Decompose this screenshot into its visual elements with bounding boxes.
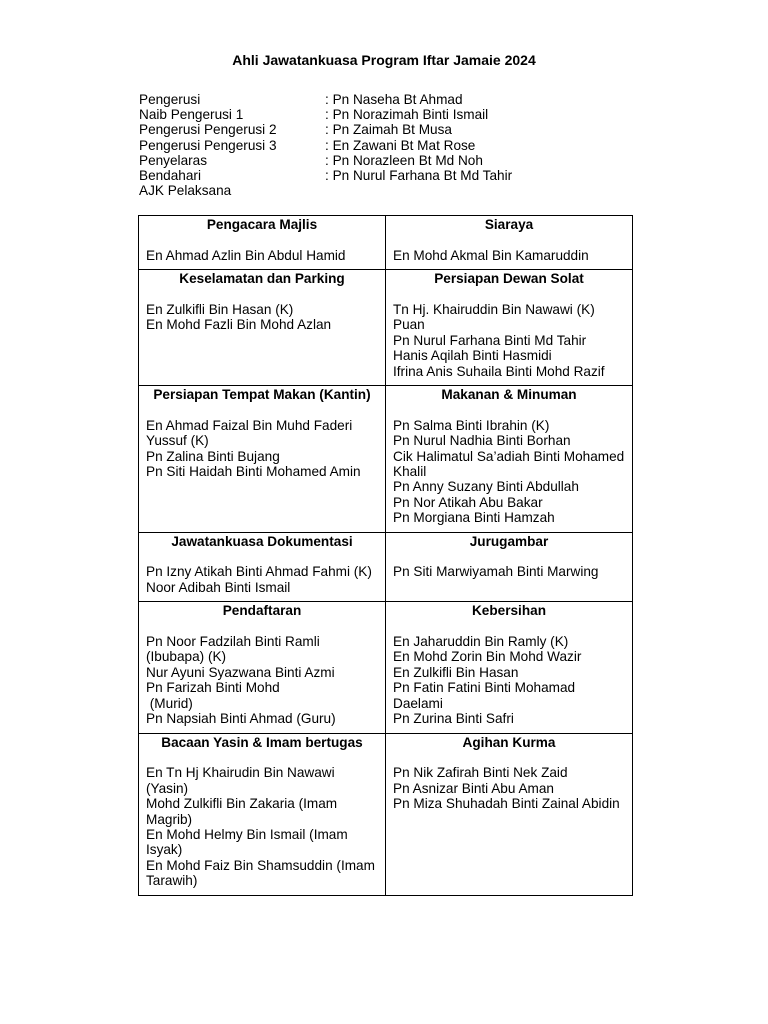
committee-heading: Jurugambar bbox=[469, 533, 549, 549]
officer-name: : Pn Naseha Bt Ahmad bbox=[325, 92, 463, 107]
committee-row bbox=[139, 270, 633, 386]
committee-row bbox=[139, 733, 633, 895]
committee-row bbox=[139, 386, 633, 533]
committee-member: Pn Nor Atikah Abu Bakar bbox=[393, 494, 543, 510]
committee-cell bbox=[386, 386, 633, 533]
officer-row bbox=[139, 122, 512, 137]
officer-row bbox=[139, 168, 512, 183]
officer-role: Naib Pengerusi 1 bbox=[139, 107, 244, 123]
officer-row bbox=[139, 92, 512, 107]
officer-row bbox=[139, 107, 512, 122]
committee-member: Pn Salma Binti Ibrahin (K) bbox=[393, 417, 550, 433]
committee-heading: Pengacara Majlis bbox=[206, 217, 318, 232]
committee-member: Pn Siti Haidah Binti Mohamed Amin bbox=[146, 464, 361, 480]
committee-cell bbox=[386, 532, 633, 602]
document-title: Ahli Jawatankuasa Program Iftar Jamaie 2024 bbox=[232, 52, 536, 68]
committee-member: Pn Izny Atikah Binti Ahmad Fahmi (K) bbox=[146, 564, 372, 580]
committee-heading: Siaraya bbox=[484, 217, 534, 232]
committee-member: En Zulkifli Bin Hasan bbox=[393, 664, 519, 680]
committee-member: Pn Nik Zafirah Binti Nek Zaid bbox=[393, 765, 568, 781]
committee-heading: Makanan & Minuman bbox=[441, 387, 577, 403]
committee-heading: Pendaftaran bbox=[222, 603, 302, 619]
officer-name: : Pn Norazimah Binti Ismail bbox=[325, 107, 488, 122]
committee-cell bbox=[386, 602, 633, 733]
committee-member: Pn Miza Shuhadah Binti Zainal Abidin bbox=[393, 796, 620, 812]
committee-member: En Zulkifli Bin Hasan (K) bbox=[146, 302, 294, 317]
committee-heading: Kebersihan bbox=[471, 603, 547, 619]
committee-member: En Ahmad Azlin Bin Abdul Hamid bbox=[146, 247, 346, 263]
committee-heading: Persiapan Dewan Solat bbox=[434, 271, 584, 287]
ajk-pelaksana-label: AJK Pelaksana bbox=[139, 183, 232, 199]
officer-name: : Pn Nurul Farhana Bt Md Tahir bbox=[325, 168, 512, 183]
committee-row bbox=[139, 216, 633, 270]
committee-member: Pn Zurina Binti Safri bbox=[393, 711, 514, 727]
committee-member: Nur Ayuni Syazwana Binti Azmi bbox=[146, 664, 335, 680]
officer-name: : En Zawani Bt Mat Rose bbox=[325, 138, 475, 153]
committee-heading: Agihan Kurma bbox=[462, 734, 556, 750]
officer-row bbox=[139, 153, 512, 168]
committee-row bbox=[139, 602, 633, 733]
committee-table-body bbox=[139, 216, 633, 896]
committee-member: Hanis Aqilah Binti Hasmidi bbox=[393, 348, 552, 364]
committee-member: Mohd Zulkifli Bin Zakaria (Imam Magrib) bbox=[146, 796, 338, 827]
committee-heading: Keselamatan dan Parking bbox=[179, 271, 345, 287]
committee-cell bbox=[139, 532, 386, 602]
committee-member: En Mohd Helmy Bin Ismail (Imam Isyak) bbox=[146, 826, 348, 858]
committee-cell bbox=[139, 216, 386, 270]
committee-member: Pn Nurul Farhana Binti Md Tahir bbox=[393, 332, 587, 348]
committee-cell bbox=[139, 386, 386, 533]
committee-member: En Ahmad Faizal Bin Muhd Faderi Yussuf (K) bbox=[146, 417, 353, 449]
officer-role: Bendahari bbox=[139, 167, 201, 183]
committee-member: Pn Zalina Binti Bujang bbox=[146, 448, 280, 464]
committee-member: Pn Fatin Fatini Binti Mohamad Daelami bbox=[393, 680, 576, 711]
committee-member: En Mohd Faiz Bin Shamsuddin (Imam Tarawih) bbox=[146, 857, 375, 889]
committee-member: Pn Farizah Binti Mohd bbox=[146, 680, 280, 696]
committee-member: (Murid) bbox=[146, 695, 193, 711]
officer-name: : Pn Norazleen Bt Md Noh bbox=[325, 153, 483, 168]
committee-member: Pn Morgiana Binti Hamzah bbox=[393, 510, 555, 526]
committee-heading: Bacaan Yasin & Imam bertugas bbox=[161, 734, 363, 750]
committee-member: Pn Napsiah Binti Ahmad (Guru) bbox=[146, 711, 336, 727]
committee-cell bbox=[139, 602, 386, 733]
committee-member: Pn Asnizar Binti Abu Aman bbox=[393, 780, 554, 796]
committee-member: Puan bbox=[393, 317, 425, 333]
committee-member: Pn Nurul Nadhia Binti Borhan bbox=[393, 433, 571, 449]
committee-cell bbox=[139, 270, 386, 386]
committee-member: En Mohd Zorin Bin Mohd Wazir bbox=[393, 649, 582, 665]
committee-cell bbox=[386, 270, 633, 386]
officers-list bbox=[139, 92, 512, 198]
officer-role: Pengerusi Pengerusi 3 bbox=[139, 137, 277, 153]
officer-role: Pengerusi bbox=[139, 92, 201, 107]
committee-member: En Mohd Fazli Bin Mohd Azlan bbox=[146, 317, 332, 333]
committee-heading: Persiapan Tempat Makan (Kantin) bbox=[153, 387, 371, 403]
committee-member: Pn Siti Marwiyamah Binti Marwing bbox=[393, 564, 599, 580]
committee-cell bbox=[386, 733, 633, 895]
committee-heading: Jawatankuasa Dokumentasi bbox=[171, 533, 353, 549]
committee-row bbox=[139, 532, 633, 602]
committee-member: Cik Halimatul Sa’adiah Binti Mohamed Khalil bbox=[393, 448, 625, 480]
officer-row bbox=[139, 138, 512, 153]
committee-member: Ifrina Anis Suhaila Binti Mohd Razif bbox=[393, 363, 605, 379]
committee-member: Pn Anny Suzany Binti Abdullah bbox=[393, 479, 579, 495]
committee-cell bbox=[386, 216, 633, 270]
committee-member: Tn Hj. Khairuddin Bin Nawawi (K) bbox=[393, 302, 595, 317]
officer-name: : Pn Zaimah Bt Musa bbox=[325, 122, 452, 137]
committee-member: Noor Adibah Binti Ismail bbox=[146, 579, 291, 595]
officer-role: Penyelaras bbox=[139, 152, 208, 168]
officer-rows bbox=[139, 92, 512, 183]
committee-table bbox=[138, 215, 633, 896]
committee-member: En Tn Hj Khairudin Bin Nawawi (Yasin) bbox=[146, 765, 335, 796]
committee-member: Pn Noor Fadzilah Binti Ramli (Ibubapa) (K) bbox=[146, 634, 320, 665]
committee-member: En Mohd Akmal Bin Kamaruddin bbox=[393, 247, 589, 263]
officer-role: Pengerusi Pengerusi 2 bbox=[139, 122, 277, 138]
committee-cell bbox=[139, 733, 386, 895]
committee-member: En Jaharuddin Bin Ramly (K) bbox=[393, 634, 569, 650]
